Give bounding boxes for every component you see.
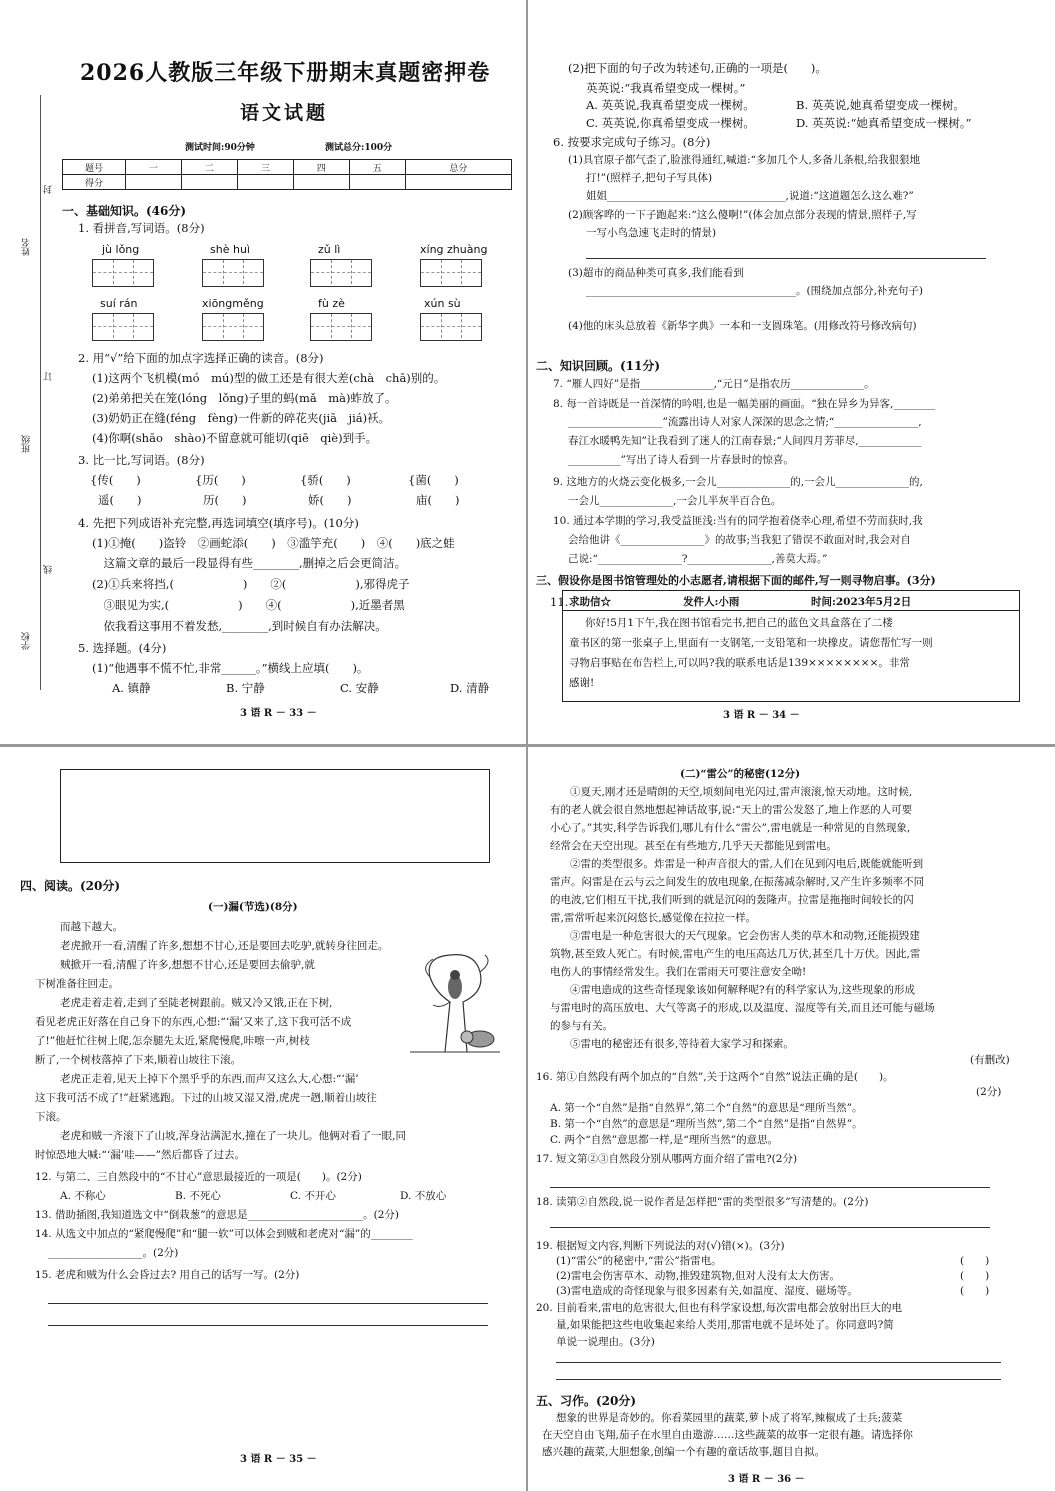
answer-line[interactable]: [48, 1303, 488, 1304]
passage-line: ⑤雷电的秘密还有很多,等待着大家学习和探索。: [570, 1038, 794, 1050]
score-header: 题号: [63, 160, 126, 175]
passage-line: 经常会在天空出现。甚至在有些地方,几乎天天都能见到雷电。: [550, 840, 837, 852]
passage-line: 雷,雷常听起来沉闷悠长,感觉像在拉拉一样。: [550, 912, 757, 924]
passage-line: 而越下越大。: [60, 921, 123, 933]
question-10-line: 己说:“________________?________________,善莫大焉。”: [568, 553, 828, 565]
option: D. 清静: [450, 681, 490, 695]
q19-item: (1)“雷公”的秘密中,“雷公”指雷电。: [556, 1255, 722, 1267]
option: B. 英英说,她真希望变成一棵树。: [796, 98, 965, 112]
question-5-item: (1)“他遇事不慌不忙,非常______。”横线上应填( )。: [92, 661, 369, 675]
answer-line[interactable]: [550, 1187, 990, 1188]
email-box: [562, 590, 1020, 702]
section-2-heading: 二、知识回顾。(11分): [536, 359, 661, 373]
question-8-line: __________”写出了诗人看到一片春景时的惊喜。: [568, 454, 794, 466]
option: C. 安静: [340, 681, 379, 695]
judge-blank[interactable]: ( ): [960, 1270, 990, 1282]
page-footer: 3 语 R － 36 －: [728, 1474, 805, 1485]
question-2-item: (2)弟弟把关在笼(lóng lǒng)子里的蚂(mǎ mà)蚱放了。: [92, 391, 397, 405]
compare-item: 娇( ): [308, 493, 352, 507]
pinyin-label: jù lǒng: [102, 243, 140, 256]
reading-2-title: (二)“雷公”的秘密(12分): [680, 768, 801, 780]
passage-line: 贼掀开一看,清醒了许多,想想不甘心,还是要回去偷驴,就: [60, 959, 315, 971]
section-5-heading: 五、习作。(20分): [536, 1394, 637, 1408]
compare-item: {菌( ): [408, 473, 459, 487]
page-footer: 3 语 R － 35 －: [240, 1454, 317, 1465]
writing-grid[interactable]: [420, 313, 482, 341]
passage-line: ③雷电是一种危害很大的天气现象。它会伤害人类的草木和动物,还能损毁建: [570, 930, 920, 942]
question-9: 9. 这地方的火烧云变化极多,一会儿______________的,一会儿______________的,: [553, 476, 923, 488]
question-14: 14. 从选文中加点的“紧爬慢爬”和“腿一软”可以体会到贼和老虎对“漏”的________: [35, 1228, 413, 1240]
passage-line: 雷声。闷雷是在云与云之间发生的放电现象,在振荡减杂解时,又产生许多频率不同: [550, 876, 925, 888]
pinyin-label: shè huì: [210, 243, 250, 256]
q19-item: (2)雷电会伤害草木、动物,推毁建筑物,但对人没有太大伤害。: [556, 1270, 841, 1282]
question-2: 2. 用“√”给下面的加点字选择正确的读音。(8分): [78, 351, 324, 365]
exam-page-34: [528, 0, 1055, 744]
answer-line[interactable]: [556, 1362, 1001, 1363]
passage-line: 下滚。: [35, 1111, 67, 1123]
compare-item: 历( ): [203, 493, 247, 507]
side-label-class: 班级: [22, 435, 32, 453]
option: A. 英英说,我真希望变成一棵树。: [586, 98, 755, 112]
question-14-line: __________________。(2分): [48, 1247, 179, 1259]
side-label-name: 姓名: [22, 238, 32, 256]
email-body-line: 寻物启事贴在布告栏上,可以吗?我的联系电话是139××××××××。非常: [569, 657, 910, 669]
exam-title: 2026人教版三年级下册期末真题密押卷: [80, 60, 491, 86]
question-2-item: (1)这两个飞机模(mó mú)型的做工还是有很大差(chà chā)别的。: [92, 371, 446, 385]
side-label-school: 学校: [22, 632, 32, 650]
answer-line[interactable]: [586, 258, 986, 259]
score-header: 一: [126, 160, 182, 175]
exam-page-35: [0, 747, 526, 1491]
email-sender: 发件人:小雨: [683, 596, 740, 608]
option: D. 不放心: [400, 1190, 447, 1202]
question-10-line: 会给他讲《________________》的故事;当我犯了错误不敢面对时,我会对自: [568, 534, 911, 546]
score-cell[interactable]: [405, 175, 511, 190]
score-header: 四: [293, 160, 349, 175]
score-cell[interactable]: [181, 175, 237, 190]
question-4: 4. 先把下列成语补充完整,再选词填空(填序号)。(10分): [78, 516, 359, 530]
question-8: 8. 每一首诗既是一首深情的吟唱,也是一幅美丽的画面。“独在异乡为异客,________: [553, 398, 936, 410]
question-15: 15. 老虎和贼为什么会昏过去? 用自己的话写一写。(2分): [35, 1269, 300, 1281]
answer-line[interactable]: [550, 1227, 990, 1228]
score-cell[interactable]: [293, 175, 349, 190]
passage-line: 老虎走着走着,走到了至陡老树跟前。贼又冷又饿,正在下树,: [60, 997, 333, 1009]
passage-line: 筑物,甚至致人死亡。有时候,雷电产生的电压高达几万伏,甚至几十万伏。因此,雷: [550, 948, 921, 960]
q6-item: 打!”(照样子,把句子写具体): [586, 172, 713, 184]
q5-2: (2)把下面的句子改为转述句,正确的一项是( )。: [568, 61, 827, 75]
side-mark-feng: 封: [44, 185, 54, 194]
q6-item: 姐姐__________________________________,说道:“这道题怎么这么难?”: [586, 190, 914, 202]
question-12: 12. 与第二、三自然段中的“不甘心”意思最接近的一项是( )。(2分): [35, 1171, 362, 1183]
source-note: (有删改): [970, 1054, 1010, 1066]
passage-line: 小心了。”其实,科学告诉我们,哪儿有什么“雷公”,雷电就是一种常见的自然现象,: [550, 822, 911, 834]
q6-item: 一写小鸟急速飞走时的情景): [586, 227, 717, 239]
pinyin-label: zǔ lì: [318, 243, 341, 256]
score-cell[interactable]: [349, 175, 405, 190]
exam-subtitle: 语文试题: [240, 102, 329, 124]
pinyin-label: xíng zhuàng: [420, 243, 488, 256]
passage-line: 看见老虎正好落在自己身下的东西,心想:“‘漏’又来了,这下我可活不成: [35, 1016, 352, 1028]
email-body-line: 你好!5月1下午,我在图书馆看完书,把自己的蓝色文具盒落在了二楼: [585, 617, 893, 629]
question-11: 11.: [550, 595, 569, 609]
passage-line: 老虎掀开一看,清醒了许多,想想不甘心,还是要回去吃驴,就转身往回走。: [60, 940, 389, 952]
test-total-score: 测试总分:100分: [325, 143, 393, 153]
passage-line: 与雷电时的高压放电、大气等离子的形成,以及温度、湿度等有关,而且还可能与磁场: [550, 1002, 935, 1014]
score-header: 三: [237, 160, 293, 175]
page-footer: 3 语 R － 34 －: [723, 710, 800, 721]
question-20: 20. 目前看来,雷电的危害很大,但也有科学家设想,每次雷电都会放射出巨大的电: [536, 1302, 903, 1314]
option: A. 第一个“自然”是指“自然界”,第二个“自然”的意思是“理所当然”。: [550, 1102, 863, 1114]
question-4-line: (1)①掩( )盗铃 ②画蛇添( ) ③滥竽充( ) ④( )底之蛙: [92, 536, 455, 550]
option: A. 镇静: [112, 681, 151, 695]
section-4-heading: 四、阅读。(20分): [20, 879, 121, 893]
question-9-line: 一会儿______________,一会儿半灰半百合色。: [568, 495, 782, 507]
pinyin-label: xiōngměng: [202, 297, 264, 310]
compare-item: {传( ): [90, 473, 141, 487]
q6-item: (2)顾客哗的一下子跑起来:“这么傻啊!”(体会加点部分表现的情景,照样子,写: [568, 209, 917, 221]
essay-prompt-line: 想象的世界是奇妙的。你看菜园里的蔬菜,萝卜成了将军,辣椒成了士兵;菠菜: [556, 1412, 903, 1424]
passage-line: ②雷的类型很多。炸雷是一种声音很大的雷,人们在见到闪电后,既能就能听到: [570, 858, 924, 870]
writing-grid[interactable]: [92, 313, 154, 341]
passage-line: 老虎正走着,见天上掉下个黑乎乎的东西,而声又这么大,心想:“‘漏’: [60, 1073, 359, 1085]
passage-line: 这下我可活不成了!”赶紧逃跑。下过的山坡又湿又滑,虎虎一趔,顺着山坡往: [35, 1092, 377, 1104]
side-mark-ding: 订: [44, 372, 54, 381]
question-16-points: (2分): [976, 1086, 1002, 1098]
question-17: 17. 短文第②③自然段分别从哪两方面介绍了雷电?(2分): [536, 1153, 798, 1165]
question-8-line: __________________”流露出诗人对家人深深的思念之情;“________________,: [568, 416, 922, 428]
reading-1-title: (一)漏(节选)(8分): [208, 901, 298, 913]
question-4-line: 依我看这事用不着发愁,________,到时候自有办法解决。: [92, 619, 387, 633]
exam-page-33: [0, 0, 526, 744]
q19-item: (3)雷电造成的奇怪现象与很多因素有关,如温度、湿度、磁场等。: [556, 1285, 858, 1297]
writing-grid[interactable]: [202, 313, 264, 341]
question-16: 16. 第①自然段有两个加点的“自然”,关于这两个“自然”说法正确的是( )。: [536, 1071, 894, 1083]
exam-page-36: [528, 747, 1055, 1491]
answer-line[interactable]: [48, 1325, 488, 1326]
question-4-line: 这篇文章的最后一段显得有些________,删掉之后会更简洁。: [92, 556, 407, 570]
score-cell[interactable]: [126, 175, 182, 190]
writing-grid[interactable]: [310, 313, 372, 341]
question-2-item: (4)你啊(shāo shào)不留意就可能切(qiē qiè)到手。: [92, 431, 378, 445]
question-13: 13. 借助插图,我知道选文中“倒栽葱”的意思是______________________。(2分): [35, 1209, 399, 1221]
option: C. 不开心: [290, 1190, 336, 1202]
passage-line: ④雷电造成的这些奇怪现象该如何解释呢?有的科学家认为,这些现象的形成: [570, 984, 915, 996]
essay-prompt-line: 感兴趣的蔬菜,大胆想象,创编一个有趣的童话故事,题目自拟。: [542, 1446, 826, 1458]
q5-2-quote: 英英说:“我真希望变成一棵树。”: [586, 81, 746, 95]
email-time: 时间:2023年5月2日: [811, 596, 912, 608]
passage-line: 的参与有关。: [550, 1020, 613, 1032]
passage-line: 老虎和贼一齐滚下了山坡,浑身沾满泥水,撞在了一块儿。他俩对看了一眼,同: [60, 1130, 407, 1142]
q6-item: (3)超市的商品种类可真多,我们能看到: [568, 267, 744, 279]
writing-grid[interactable]: [92, 259, 154, 287]
passage-line: 有的老人就会很自然地想起神话故事,说:“天上的雷公发怒了,地上作恶的人可要: [550, 804, 913, 816]
q6-item: ________________________________________。(围绕加点部分,补充句子): [586, 285, 924, 297]
passage-line: 断了,一个树枝落掉了下来,顺着山坡往下滚。: [35, 1054, 242, 1066]
question-4-line: ③眼见为实,( ) ④( ),近墨者黑: [92, 598, 405, 612]
compare-item: {骄( ): [300, 473, 351, 487]
score-row-label: 得分: [63, 175, 126, 190]
option: C. 英英说,你真希望变成一棵树。: [586, 116, 755, 130]
notice-answer-box[interactable]: [60, 769, 490, 863]
passage-line: 电伤人的事情经常发生。我们在雷雨天可要注意安全呦!: [550, 966, 807, 978]
passage-line: 时惊恐地大喊:“‘漏’哇——”然后都昏了过去。: [35, 1149, 245, 1161]
score-header: 二: [181, 160, 237, 175]
score-header: 总分: [405, 160, 511, 175]
passage-line: 的电波,它们相互干扰,我们听到的就是沉闷的轰隆声。拉雷是拖拖时间较长的闪: [550, 894, 914, 906]
section-1-heading: 一、基础知识。(46分): [62, 204, 187, 218]
question-6: 6. 按要求完成句子练习。(8分): [553, 135, 711, 149]
question-2-item: (3)奶奶正在缝(féng fèng)一件新的碎花夹(jiā jiá)袄。: [92, 411, 391, 425]
judge-blank[interactable]: ( ): [960, 1255, 990, 1267]
question-4-line: (2)①兵来将挡,( ) ②( ),邪得虎子: [92, 577, 410, 591]
writing-grid[interactable]: [310, 259, 372, 287]
option: B. 不死心: [175, 1190, 221, 1202]
passage-line: 了!”他赶忙往树上爬,怎奈腿先太近,紧爬慢爬,咔嚓一声,树枝: [35, 1035, 310, 1047]
option: C. 两个“自然”意思都一样,是“理所当然”的意思。: [550, 1134, 779, 1146]
judge-blank[interactable]: ( ): [960, 1285, 990, 1297]
q6-item: (1)具官原子都气歪了,脸涨得通红,喊道:“多加几个人,多备儿条根,给我狠狠地: [568, 154, 921, 166]
page-footer: 3 语 R － 33 －: [240, 708, 317, 719]
email-header: 求助信☆: [569, 596, 611, 608]
question-20-line: 单说一说理由。(3分): [556, 1336, 655, 1348]
writing-grid[interactable]: [420, 259, 482, 287]
compare-item: 遥( ): [98, 493, 142, 507]
question-5: 5. 选择题。(4分): [78, 641, 167, 655]
question-8-line: 春江水暖鸭先知”让我看到了迷人的江南春景;“人间四月芳菲尽,____________: [568, 435, 922, 447]
score-cell[interactable]: [237, 175, 293, 190]
compare-item: {历( ): [195, 473, 246, 487]
question-1: 1. 看拼音,写词语。(8分): [78, 221, 205, 235]
essay-prompt-line: 在天空自由飞翔,茄子在水里自由遨游……这些蔬菜的故事一定很有趣。请选择你: [542, 1429, 913, 1441]
section-3-heading: 三、假设你是图书馆管理处的小志愿者,请根据下面的邮件,写一则寻物启事。(3分): [536, 574, 936, 587]
question-20-line: 量,如果能把这些电收集起来给人类用,那雷电就不是坏处了。你同意吗?简: [556, 1319, 894, 1331]
score-header: 五: [349, 160, 405, 175]
email-body-line: 感谢!: [569, 677, 595, 689]
passage-line: 下树准备往回走。: [35, 978, 119, 990]
option: A. 不称心: [60, 1190, 106, 1202]
pinyin-label: fù zè: [318, 297, 345, 310]
passage-line: ①夏天,刚才还是晴朗的天空,顷刻间电光闪过,雷声滚滚,惊天动地。这时候,: [570, 786, 913, 798]
option: D. 英英说:“她真希望变成一棵树。”: [796, 116, 972, 130]
question-18: 18. 读第②自然段,说一说作者是怎样把“雷的类型很多”写清楚的。(2分): [536, 1196, 869, 1208]
email-body-line: 童书区的第一张桌子上,里面有一支钢笔,一支铅笔和一块橡皮。请您帮忙写一则: [569, 637, 933, 649]
writing-grid[interactable]: [202, 259, 264, 287]
option: B. 宁静: [226, 681, 265, 695]
score-table: [62, 159, 512, 190]
compare-item: 庙( ): [416, 493, 460, 507]
pinyin-label: xún sù: [424, 297, 461, 310]
pinyin-label: suí rán: [100, 297, 138, 310]
side-mark-xian: 线: [44, 565, 54, 574]
tiger-tree-illustration: [405, 947, 500, 1057]
binding-line: [40, 95, 41, 690]
test-time: 测试时间:90分钟: [185, 143, 255, 153]
answer-line[interactable]: [556, 1379, 1001, 1380]
question-7: 7. “雁人四好”是指______________,“元日”是指农历______________。: [553, 378, 875, 390]
option: B. 第一个“自然”的意思是“理所当然”,第二个“自然”是指“自然界”。: [550, 1118, 863, 1130]
question-3: 3. 比一比,写词语。(8分): [78, 453, 205, 467]
question-10: 10. 通过本学期的学习,我受益匪浅:当有的同学抱着侥幸心理,希望不劳而获时,我: [553, 515, 923, 527]
question-19: 19. 根据短文内容,判断下列说法的对(√)错(×)。(3分): [536, 1240, 785, 1252]
q6-item: (4)他的床头总放着《新华字典》一本和一支圆珠笔。(用修改符号修改病句): [568, 320, 917, 332]
